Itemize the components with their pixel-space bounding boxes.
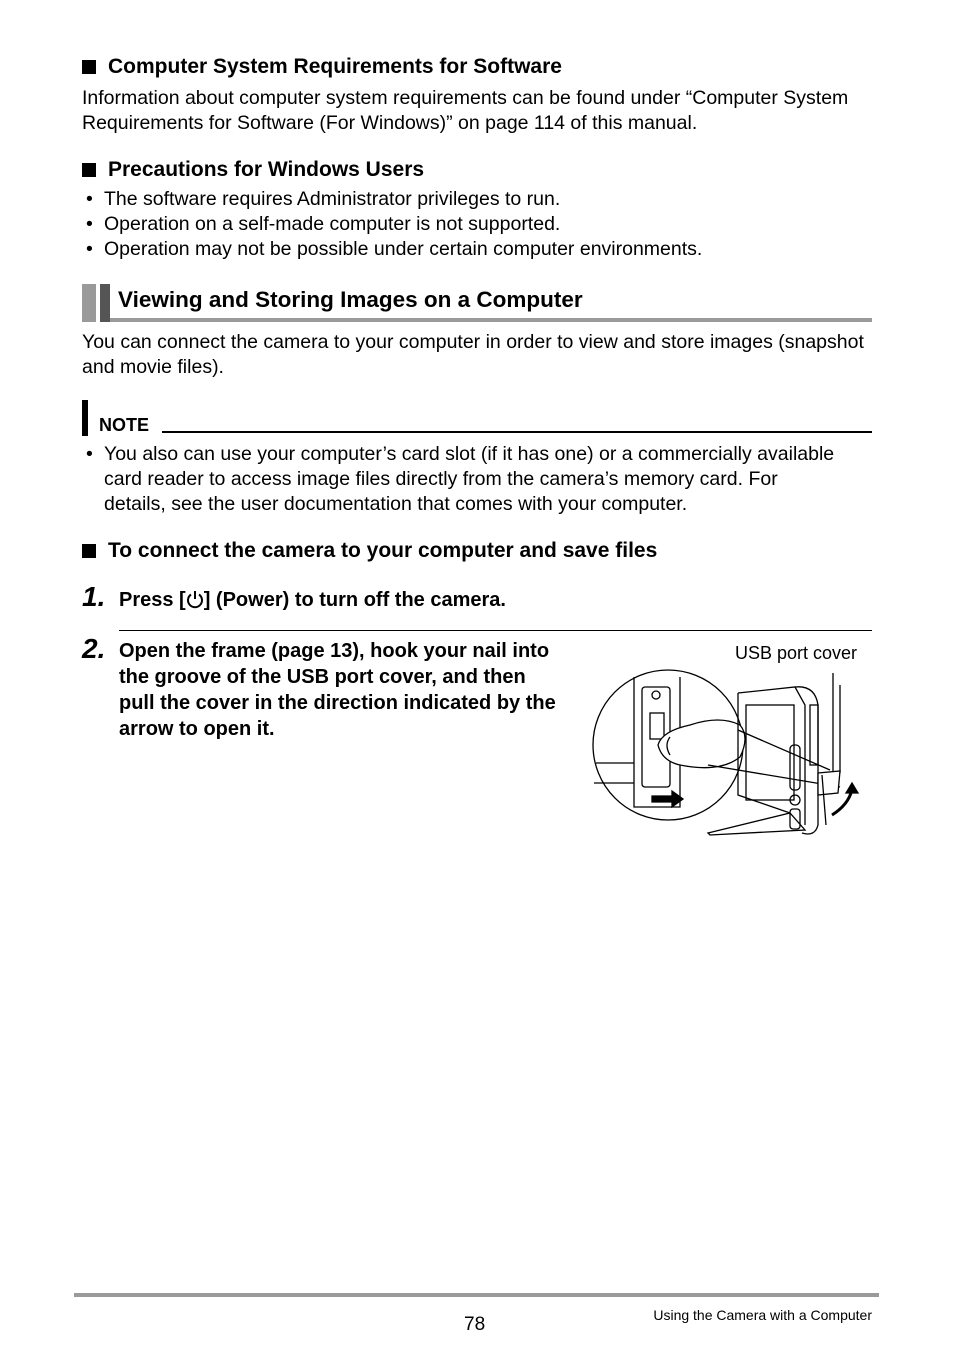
- list-item: • The software requires Administrator privileges to run.: [86, 188, 561, 210]
- list-item: • Operation on a self-made computer is not supported.: [86, 213, 561, 235]
- list-item: • Operation may not be possible under certain computer environments.: [86, 238, 703, 260]
- camera-usb-illustration: [590, 665, 875, 840]
- note-rule: [162, 431, 872, 433]
- note-body: [82, 442, 842, 517]
- square-bullet-icon: [82, 60, 96, 74]
- figure-label: USB port cover: [735, 643, 858, 663]
- power-icon: [186, 589, 204, 609]
- footer-chapter: Using the Camera with a Computer: [653, 1307, 872, 1323]
- step-1-text: Press [ ] (Power) to turn off the camera.: [119, 589, 506, 611]
- note-label: NOTE: [99, 415, 150, 435]
- footer-rule: [74, 1293, 879, 1297]
- page-number: 78: [464, 1314, 486, 1335]
- sys-req-text: Information about computer system requirements can be found under “Computer System Requirements for Software (For Windows)” on page 114 of this manual.: [82, 87, 849, 134]
- section-title: Viewing and Storing Images on a Computer: [118, 287, 583, 312]
- heading-precautions: Precautions for Windows Users: [82, 157, 424, 183]
- precautions-list: [82, 187, 872, 262]
- viewing-intro: You can connect the camera to your computer in order to view and store images (snapshot and movie files).: [82, 331, 864, 378]
- title-underline: [110, 318, 872, 322]
- heading-sys-req: Computer System Requirements for Software: [82, 54, 562, 80]
- step-2-text: Open the frame (page 13), hook your nail into the groove of the USB port cover, and then pull the cover in the direction indicated by the arrow to open it.: [119, 640, 556, 740]
- section-title-bar: [82, 284, 872, 322]
- title-bar-block: [100, 284, 110, 322]
- step-divider: [119, 630, 872, 631]
- title-bar-block: [82, 284, 96, 322]
- list-item: • You also can use your computer’s card slot (if it has one) or a commercially available card reader to access image files directly from the camera’s memory card. For details, see the user documentation that comes with your computer.: [86, 443, 835, 515]
- step-number: 1.: [82, 581, 106, 612]
- note-header: [82, 400, 872, 436]
- square-bullet-icon: [82, 544, 96, 558]
- note-marker: [82, 400, 88, 436]
- square-bullet-icon: [82, 163, 96, 177]
- step-number: 2.: [82, 633, 106, 664]
- heading-connect: To connect the camera to your computer and save files: [82, 538, 657, 564]
